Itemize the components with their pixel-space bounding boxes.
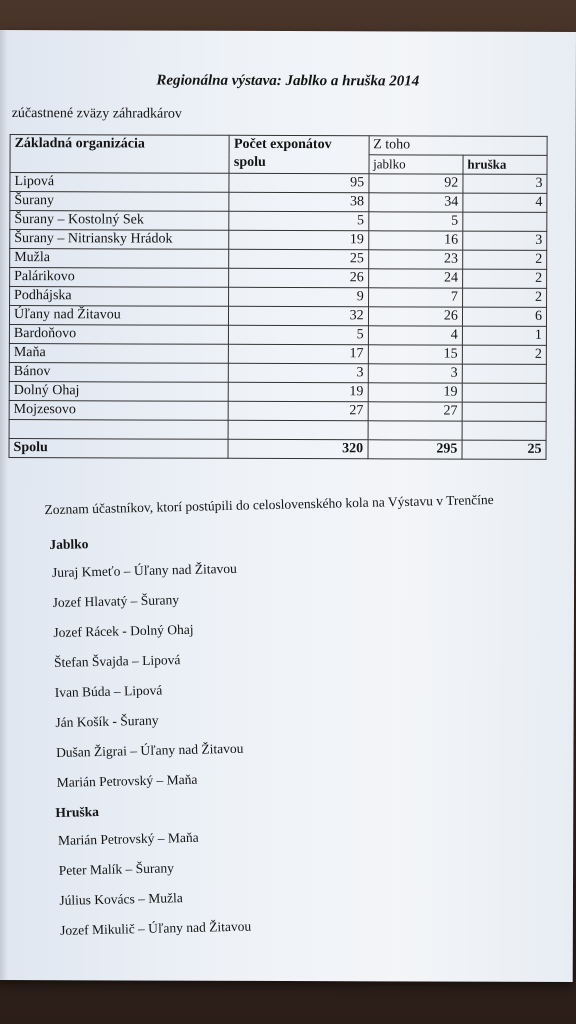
row-pear: 2: [462, 288, 546, 307]
header-count-line1: Počet exponátov: [233, 136, 332, 153]
total-label: Spolu: [9, 439, 228, 459]
row-organization: Maňa: [9, 344, 228, 364]
header-organization: Základná organizácia: [10, 135, 230, 174]
row-apple: 26: [368, 307, 462, 326]
row-total: 95: [229, 173, 368, 192]
row-total: 38: [229, 192, 368, 211]
header-count: [229, 135, 368, 173]
row-pear: 3: [463, 231, 547, 250]
row-pear: 4: [463, 193, 547, 212]
row-pear: 2: [462, 345, 546, 364]
table-row: [10, 230, 547, 251]
total-count: 320: [228, 439, 367, 458]
table-body: [9, 173, 547, 441]
row-apple: 34: [369, 193, 463, 212]
participant-item: Jozef Rácek - Dolný Ohaj: [53, 621, 194, 640]
row-apple: 92: [369, 174, 463, 193]
participant-item: Marián Petrovský – Maňa: [56, 771, 198, 790]
row-organization: Mužla: [10, 249, 229, 269]
row-total: 32: [229, 306, 368, 325]
row-organization: Dolný Ohaj: [9, 382, 228, 402]
table-row: [9, 306, 546, 327]
row-pear: 3: [463, 174, 547, 193]
paper-sheet: [0, 30, 576, 982]
paper-edge-shadow: [0, 30, 8, 980]
row-total: 27: [229, 401, 368, 420]
apple-participants: [46, 554, 551, 791]
participant-item: Július Kovács – Mužla: [59, 890, 183, 908]
row-organization: Bánov: [9, 363, 228, 383]
pear-participants: [52, 822, 554, 939]
row-organization: Šurany – Nitriansky Hrádok: [10, 230, 229, 250]
row-total: 26: [229, 268, 368, 287]
participant-item: Štefan Švajda – Lipová: [53, 652, 181, 670]
row-apple: 5: [368, 212, 462, 231]
participant-item: Peter Malík – Šurany: [58, 860, 175, 878]
row-organization: Bardoňovo: [9, 325, 228, 345]
document-title: Regionálna výstava: Jablko a hruška 2014: [156, 72, 420, 90]
row-apple: [368, 421, 462, 440]
row-pear: 6: [462, 307, 546, 326]
participant-item: Ivan Búda – Lipová: [54, 682, 163, 700]
advancers-list: [44, 489, 554, 953]
total-row: [9, 439, 546, 460]
row-apple: 23: [368, 250, 462, 269]
table-row: [10, 268, 547, 289]
row-total: 5: [229, 211, 368, 230]
participant-item: Jozef Mikulič – Úľany nad Žitavou: [59, 918, 252, 938]
participant-item: Dušan Žigrai – Úľany nad Žitavou: [55, 740, 244, 760]
row-apple: 19: [368, 383, 462, 402]
table-row: [9, 325, 546, 346]
table-row: [10, 287, 547, 308]
row-organization: Úľany nad Žitavou: [9, 306, 228, 326]
total-pear: 25: [462, 440, 546, 459]
row-pear: 2: [462, 250, 546, 269]
total-apple: 295: [368, 440, 462, 459]
table-row: [10, 211, 547, 232]
document-subtitle: zúčastnené zväzy záhradkárov: [11, 106, 182, 122]
row-pear: [462, 364, 546, 383]
row-organization: Palárikovo: [10, 268, 229, 288]
table-row: [9, 420, 546, 441]
header-apple: jablko: [369, 155, 463, 174]
row-pear: 1: [462, 326, 546, 345]
row-pear: [463, 212, 547, 231]
row-total: 25: [229, 249, 368, 268]
header-pear: hruška: [463, 155, 547, 174]
row-pear: 2: [462, 269, 546, 288]
participant-item: Marián Petrovský – Maňa: [57, 829, 199, 848]
participant-item: Ján Košík - Šurany: [55, 712, 159, 730]
row-apple: 27: [368, 402, 462, 421]
row-total: 3: [229, 363, 368, 382]
row-organization: [9, 420, 228, 440]
row-apple: 24: [368, 269, 462, 288]
row-apple: 15: [368, 345, 462, 364]
table-row: [10, 173, 547, 194]
header-count-line2: spolu: [233, 154, 266, 170]
row-total: 17: [229, 344, 368, 363]
advancers-intro: Zoznam účastníkov, ktorí postúpili do celoslovenského kola na Výstavu v Trenčíne: [44, 491, 494, 518]
apple-heading: Jablko: [49, 536, 89, 553]
row-total: 19: [229, 382, 368, 401]
row-apple: 3: [368, 364, 462, 383]
row-total: 19: [229, 230, 368, 249]
row-pear: [462, 402, 546, 421]
table-row: [9, 363, 546, 384]
header-of-which: Z toho: [369, 136, 547, 156]
table-row: [9, 382, 546, 403]
table-row: [9, 401, 546, 422]
table-row: [10, 249, 547, 270]
table-header-row: [10, 135, 547, 156]
row-total: 9: [229, 287, 368, 306]
row-organization: Mojzesovo: [9, 401, 228, 421]
participant-item: Jozef Hlavatý – Šurany: [52, 592, 180, 610]
row-apple: 7: [368, 288, 462, 307]
table-row: [9, 344, 546, 365]
results-table: [9, 134, 548, 460]
row-pear: [462, 421, 546, 440]
row-organization: Šurany: [10, 192, 229, 212]
row-apple: 4: [368, 326, 462, 345]
row-total: 5: [229, 325, 368, 344]
row-organization: Podhájska: [10, 287, 229, 307]
table-row: [10, 192, 547, 213]
row-apple: 16: [368, 231, 462, 250]
row-organization: Šurany – Kostolný Sek: [10, 211, 229, 231]
row-total: [228, 420, 367, 439]
row-pear: [462, 383, 546, 402]
row-organization: Lipová: [10, 173, 229, 193]
pear-heading: Hruška: [55, 804, 100, 820]
participant-item: Juraj Kmeťo – Úľany nad Žitavou: [51, 560, 237, 581]
